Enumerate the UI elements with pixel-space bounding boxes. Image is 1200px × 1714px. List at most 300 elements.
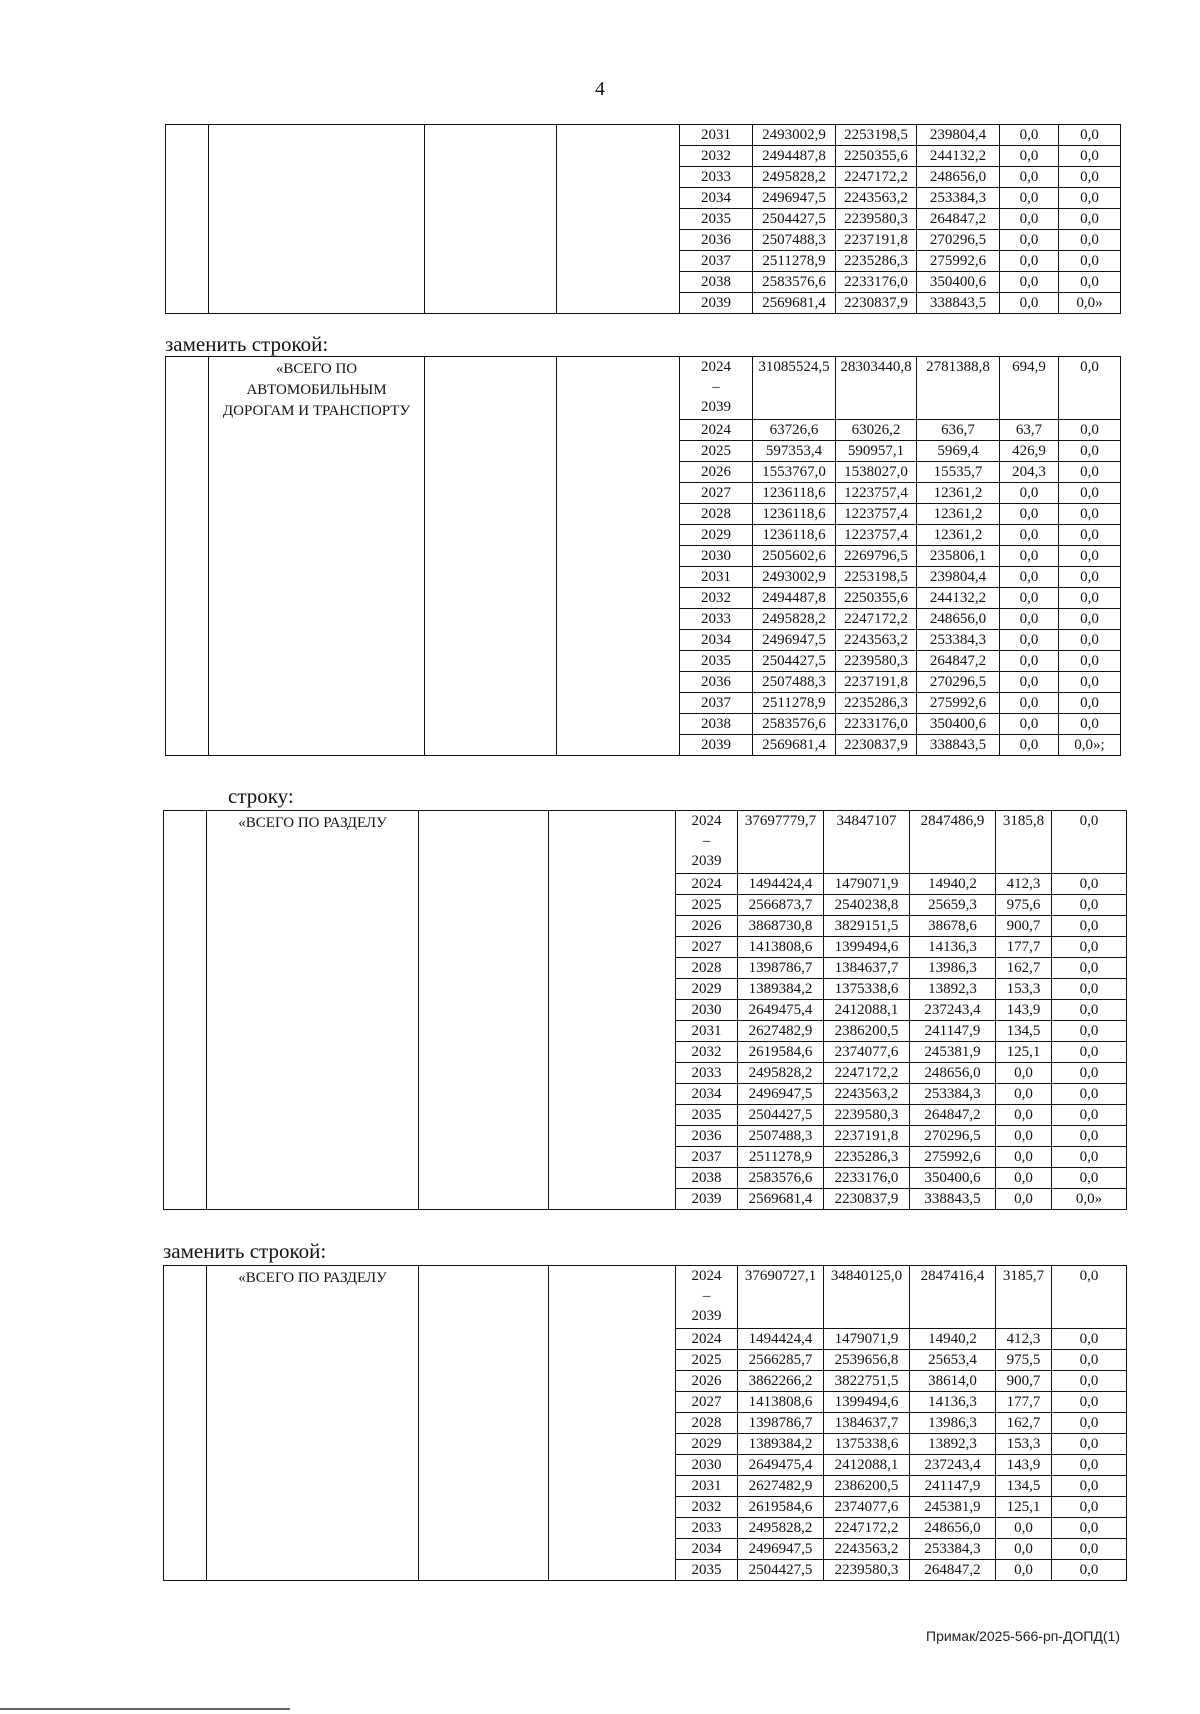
line-caption: строку: [228,784,294,808]
value-cell: 2250355,6 [836,146,917,167]
value-cell: 0,0 [1000,504,1059,525]
year-cell: 2028 [676,958,738,979]
value-cell: 0,0 [1000,546,1059,567]
value-cell: 0,0 [1000,735,1059,756]
value-cell: 248656,0 [917,167,1000,188]
table-3 [163,810,1127,1210]
value-cell: 0,0 [1059,525,1121,546]
value-cell: 0,0 [1052,1126,1127,1147]
value-cell: 125,1 [996,1042,1052,1063]
year-cell: 2033 [680,609,753,630]
value-cell: 2507488,3 [753,672,836,693]
value-cell: 0,0 [1059,272,1121,293]
value-cell: 0,0 [996,1518,1052,1539]
value-cell: 239804,4 [917,567,1000,588]
value-cell: 0,0 [1052,874,1127,895]
value-cell: 0,0 [1059,546,1121,567]
value-cell: 253384,3 [917,188,1000,209]
replace-caption-2: заменить строкой: [163,1239,327,1263]
year-cell: 2027 [676,1392,738,1413]
page-number: 4 [595,78,605,100]
value-cell: 350400,6 [917,272,1000,293]
value-cell: 275992,6 [917,251,1000,272]
value-cell: 0,0 [1000,125,1059,146]
year-cell: 2029 [676,1434,738,1455]
value-cell: 0,0 [1059,483,1121,504]
value-cell: 0,0 [1000,672,1059,693]
value-cell: 245381,9 [910,1497,996,1518]
value-cell: 0,0 [1000,188,1059,209]
year-cell: 2039 [676,1189,738,1210]
value-cell: 14136,3 [910,1392,996,1413]
value-cell: 1413808,6 [738,937,824,958]
value-cell: 63,7 [1000,420,1059,441]
value-cell: 0,0 [1000,483,1059,504]
value-cell: 264847,2 [910,1560,996,1581]
total-value-cell: 0,0 [1052,1266,1127,1329]
total-value-cell: 2781388,8 [917,357,1000,420]
value-cell: 13986,3 [910,1413,996,1434]
total-value-cell: 28303440,8 [836,357,917,420]
value-cell: 0,0 [1059,167,1121,188]
scan-edge-line [0,1708,290,1710]
value-cell: 177,7 [996,937,1052,958]
total-value-cell: 31085524,5 [753,357,836,420]
value-cell: 134,5 [996,1021,1052,1042]
value-cell: 0,0 [996,1189,1052,1210]
value-cell: 3829151,5 [824,916,910,937]
value-cell: 143,9 [996,1000,1052,1021]
year-cell: 2036 [676,1126,738,1147]
value-cell: 338843,5 [910,1189,996,1210]
value-cell: 2374077,6 [824,1042,910,1063]
value-cell: 0,0 [1059,651,1121,672]
value-cell: 15535,7 [917,462,1000,483]
year-cell: 2037 [676,1147,738,1168]
value-cell: 12361,2 [917,504,1000,525]
value-cell: 590957,1 [836,441,917,462]
value-cell: 0,0» [1052,1189,1127,1210]
value-cell: 0,0 [1059,125,1121,146]
value-cell: 2511278,9 [738,1147,824,1168]
number-cell [166,125,209,314]
value-cell: 244132,2 [917,588,1000,609]
value-cell: 2649475,4 [738,1455,824,1476]
value-cell: 2237191,8 [836,672,917,693]
document-code: Примак/2025-566-рп-ДОПД(1) [926,1628,1120,1644]
value-cell: 2569681,4 [738,1189,824,1210]
year-cell: 2028 [680,504,753,525]
value-cell: 2374077,6 [824,1497,910,1518]
value-cell: 2569681,4 [753,735,836,756]
value-cell: 1236118,6 [753,483,836,504]
value-cell: 1399494,6 [824,937,910,958]
total-value-cell: 694,9 [1000,357,1059,420]
value-cell: 2494487,8 [753,146,836,167]
empty-cell [549,1266,676,1581]
value-cell: 162,7 [996,1413,1052,1434]
year-cell: 2035 [676,1560,738,1581]
value-cell: 0,0 [1000,525,1059,546]
value-cell: 2583576,6 [753,714,836,735]
empty-cell [419,1266,549,1581]
value-cell: 1236118,6 [753,504,836,525]
value-cell: 1223757,4 [836,504,917,525]
total-value-cell: 2847416,4 [910,1266,996,1329]
table-row [166,125,1121,146]
year-range-cell [676,1266,738,1329]
year-cell: 2025 [676,895,738,916]
value-cell: 2496947,5 [738,1084,824,1105]
value-cell: 264847,2 [917,209,1000,230]
value-cell: 2649475,4 [738,1000,824,1021]
value-cell: 0,0 [1052,1350,1127,1371]
value-cell: 2235286,3 [824,1147,910,1168]
year-cell: 2038 [676,1168,738,1189]
number-cell [164,1266,207,1581]
value-cell: 2495828,2 [753,167,836,188]
year-cell: 2031 [680,125,753,146]
value-cell: 0,0 [1059,188,1121,209]
value-cell: 2539656,8 [824,1350,910,1371]
value-cell: 350400,6 [910,1168,996,1189]
value-cell: 1538027,0 [836,462,917,483]
value-cell: 412,3 [996,874,1052,895]
value-cell: 0,0 [1000,293,1059,314]
value-cell: 63726,6 [753,420,836,441]
value-cell: 0,0 [1000,714,1059,735]
value-cell: 204,3 [1000,462,1059,483]
value-cell: 0,0 [1059,230,1121,251]
value-cell: 1494424,4 [738,874,824,895]
empty-cell [419,811,549,1210]
replace-caption-1: заменить строкой: [165,332,329,356]
value-cell: 426,9 [1000,441,1059,462]
year-cell: 2032 [676,1042,738,1063]
table-2-grid [165,356,1121,756]
value-cell: 275992,6 [910,1147,996,1168]
value-cell: 270296,5 [910,1126,996,1147]
empty-cell [557,357,680,756]
empty-cell [549,811,676,1210]
value-cell: 245381,9 [910,1042,996,1063]
value-cell: 2619584,6 [738,1497,824,1518]
value-cell: 2619584,6 [738,1042,824,1063]
value-cell: 0,0»; [1059,735,1121,756]
value-cell: 3862266,2 [738,1371,824,1392]
total-value-cell: 34840125,0 [824,1266,910,1329]
value-cell: 0,0 [1059,672,1121,693]
value-cell: 1413808,6 [738,1392,824,1413]
year-cell: 2037 [680,693,753,714]
year-cell: 2034 [676,1084,738,1105]
value-cell: 0,0 [1052,1413,1127,1434]
value-cell: 2493002,9 [753,125,836,146]
value-cell: 0,0 [1059,420,1121,441]
value-cell: 253384,3 [910,1539,996,1560]
value-cell: 2239580,3 [824,1560,910,1581]
value-cell: 0,0 [1000,251,1059,272]
value-cell: 2511278,9 [753,693,836,714]
year-range-cell [680,357,753,420]
value-cell: 2239580,3 [836,651,917,672]
value-cell: 248656,0 [917,609,1000,630]
value-cell: 0,0 [1059,693,1121,714]
value-cell: 0,0 [1052,979,1127,1000]
value-cell: 0,0 [1052,1476,1127,1497]
value-cell: 63026,2 [836,420,917,441]
value-cell: 0,0 [1059,588,1121,609]
year-cell: 2033 [680,167,753,188]
value-cell: 2233176,0 [836,714,917,735]
value-cell: 2495828,2 [753,609,836,630]
row-title-cell: «ВСЕГО ПО РАЗДЕЛУ [207,1266,419,1581]
year-cell: 2028 [676,1413,738,1434]
value-cell: 2386200,5 [824,1021,910,1042]
value-cell: 636,7 [917,420,1000,441]
value-cell: 2583576,6 [738,1168,824,1189]
value-cell: 2243563,2 [836,188,917,209]
value-cell: 975,6 [996,895,1052,916]
value-cell: 0,0 [1052,1021,1127,1042]
value-cell: 0,0 [1059,462,1121,483]
value-cell: 14940,2 [910,1329,996,1350]
value-cell: 2247172,2 [824,1063,910,1084]
year-cell: 2035 [680,651,753,672]
value-cell: 153,3 [996,1434,1052,1455]
value-cell: 0,0 [1052,1560,1127,1581]
value-cell: 2230837,9 [824,1189,910,1210]
year-cell: 2030 [680,546,753,567]
value-cell: 0,0 [1059,567,1121,588]
value-cell: 2243563,2 [836,630,917,651]
value-cell: 0,0 [1000,588,1059,609]
value-cell: 0,0 [1000,167,1059,188]
value-cell: 1494424,4 [738,1329,824,1350]
value-cell: 0,0 [1052,1455,1127,1476]
value-cell: 412,3 [996,1329,1052,1350]
year-range-part: – [702,833,711,849]
value-cell: 25659,3 [910,895,996,916]
value-cell: 0,0 [1052,916,1127,937]
value-cell: 2247172,2 [836,609,917,630]
value-cell: 0,0 [1052,1105,1127,1126]
value-cell: 13986,3 [910,958,996,979]
year-cell: 2024 [676,1329,738,1350]
value-cell: 2243563,2 [824,1539,910,1560]
value-cell: 2253198,5 [836,567,917,588]
year-cell: 2026 [676,1371,738,1392]
year-cell: 2036 [680,230,753,251]
year-cell: 2035 [680,209,753,230]
value-cell: 2269796,5 [836,546,917,567]
value-cell: 2540238,8 [824,895,910,916]
value-cell: 0,0 [1000,693,1059,714]
value-cell: 2247172,2 [836,167,917,188]
value-cell: 13892,3 [910,979,996,1000]
value-cell: 0,0 [1000,651,1059,672]
empty-cell [557,125,680,314]
value-cell: 2507488,3 [753,230,836,251]
value-cell: 0,0 [1052,1434,1127,1455]
table-4-grid [163,1265,1127,1581]
value-cell: 2230837,9 [836,735,917,756]
value-cell: 1223757,4 [836,525,917,546]
empty-cell [425,125,557,314]
value-cell: 1553767,0 [753,462,836,483]
value-cell: 1375338,6 [824,1434,910,1455]
value-cell: 0,0 [1000,567,1059,588]
value-cell: 0,0 [996,1539,1052,1560]
year-cell: 2032 [676,1497,738,1518]
table-1-grid [165,124,1121,314]
value-cell: 2504427,5 [738,1105,824,1126]
year-cell: 2026 [676,916,738,937]
year-cell: 2029 [680,525,753,546]
year-cell: 2034 [680,188,753,209]
value-cell: 2233176,0 [824,1168,910,1189]
value-cell: 0,0 [996,1126,1052,1147]
value-cell: 237243,4 [910,1000,996,1021]
value-cell: 0,0» [1059,293,1121,314]
year-cell: 2032 [680,146,753,167]
value-cell: 2583576,6 [753,272,836,293]
value-cell: 0,0 [1052,895,1127,916]
value-cell: 2566873,7 [738,895,824,916]
value-cell: 975,5 [996,1350,1052,1371]
year-cell: 2030 [676,1455,738,1476]
value-cell: 0,0 [996,1063,1052,1084]
value-cell: 597353,4 [753,441,836,462]
year-range-part: 2024 [691,813,722,829]
value-cell: 2253198,5 [836,125,917,146]
value-cell: 3822751,5 [824,1371,910,1392]
value-cell: 0,0 [1059,441,1121,462]
empty-cell [425,357,557,756]
value-cell: 253384,3 [917,630,1000,651]
value-cell: 0,0 [1000,630,1059,651]
value-cell: 134,5 [996,1476,1052,1497]
value-cell: 14940,2 [910,874,996,895]
value-cell: 1479071,9 [824,1329,910,1350]
value-cell: 2237191,8 [824,1126,910,1147]
value-cell: 0,0 [1052,958,1127,979]
number-cell [164,811,207,1210]
table-2 [165,356,1121,756]
value-cell: 235806,1 [917,546,1000,567]
value-cell: 2494487,8 [753,588,836,609]
value-cell: 0,0 [1052,937,1127,958]
value-cell: 0,0 [1059,609,1121,630]
value-cell: 0,0 [1000,146,1059,167]
row-title-cell: «ВСЕГО ПО РАЗДЕЛУ [207,811,419,1210]
table-1 [165,124,1121,314]
value-cell: 239804,4 [917,125,1000,146]
value-cell: 125,1 [996,1497,1052,1518]
value-cell: 350400,6 [917,714,1000,735]
value-cell: 2235286,3 [836,251,917,272]
value-cell: 0,0 [996,1168,1052,1189]
value-cell: 253384,3 [910,1084,996,1105]
year-cell: 2025 [676,1350,738,1371]
value-cell: 2230837,9 [836,293,917,314]
total-value-cell: 0,0 [1059,357,1121,420]
year-cell: 2038 [680,272,753,293]
year-cell: 2030 [676,1000,738,1021]
value-cell: 2247172,2 [824,1518,910,1539]
value-cell: 264847,2 [917,651,1000,672]
total-value-cell: 37697779,7 [738,811,824,874]
year-cell: 2037 [680,251,753,272]
value-cell: 2507488,3 [738,1126,824,1147]
value-cell: 0,0 [1052,1371,1127,1392]
value-cell: 2239580,3 [824,1105,910,1126]
value-cell: 0,0 [1052,1084,1127,1105]
year-cell: 2034 [676,1539,738,1560]
value-cell: 0,0 [1052,1147,1127,1168]
value-cell: 0,0 [1052,1497,1127,1518]
value-cell: 0,0 [1059,504,1121,525]
value-cell: 0,0 [996,1560,1052,1581]
year-range-part: – [702,1288,711,1304]
value-cell: 2627482,9 [738,1021,824,1042]
year-cell: 2031 [676,1021,738,1042]
year-cell: 2027 [680,483,753,504]
year-cell: 2026 [680,462,753,483]
year-range-part: 2039 [701,399,731,415]
value-cell: 153,3 [996,979,1052,1000]
value-cell: 0,0 [1052,1168,1127,1189]
value-cell: 38614,0 [910,1371,996,1392]
year-cell: 2038 [680,714,753,735]
value-cell: 0,0 [1052,1000,1127,1021]
value-cell: 2496947,5 [753,630,836,651]
value-cell: 12361,2 [917,525,1000,546]
value-cell: 2233176,0 [836,272,917,293]
value-cell: 0,0 [1000,230,1059,251]
value-cell: 1223757,4 [836,483,917,504]
value-cell: 2504427,5 [753,651,836,672]
year-range-part: – [712,379,720,395]
value-cell: 0,0 [1059,630,1121,651]
year-cell: 2024 [680,420,753,441]
year-cell: 2033 [676,1063,738,1084]
value-cell: 0,0 [1000,209,1059,230]
value-cell: 2566285,7 [738,1350,824,1371]
value-cell: 1389384,2 [738,1434,824,1455]
value-cell: 0,0 [1059,209,1121,230]
year-cell: 2032 [680,588,753,609]
value-cell: 13892,3 [910,1434,996,1455]
row-title-cell: «ВСЕГО ПО АВТОМОБИЛЬНЫМ ДОРОГАМ И ТРАНСПОРТУ [209,357,425,756]
value-cell: 241147,9 [910,1021,996,1042]
value-cell: 0,0 [1000,272,1059,293]
year-cell: 2029 [676,979,738,1000]
year-range-part: 2039 [691,1308,722,1324]
year-cell: 2039 [680,293,753,314]
value-cell: 2386200,5 [824,1476,910,1497]
value-cell: 0,0 [1059,146,1121,167]
value-cell: 1389384,2 [738,979,824,1000]
value-cell: 0,0 [996,1084,1052,1105]
value-cell: 1384637,7 [824,958,910,979]
value-cell: 2412088,1 [824,1455,910,1476]
value-cell: 0,0 [1059,251,1121,272]
value-cell: 2627482,9 [738,1476,824,1497]
total-value-cell: 3185,7 [996,1266,1052,1329]
value-cell: 2412088,1 [824,1000,910,1021]
value-cell: 338843,5 [917,735,1000,756]
